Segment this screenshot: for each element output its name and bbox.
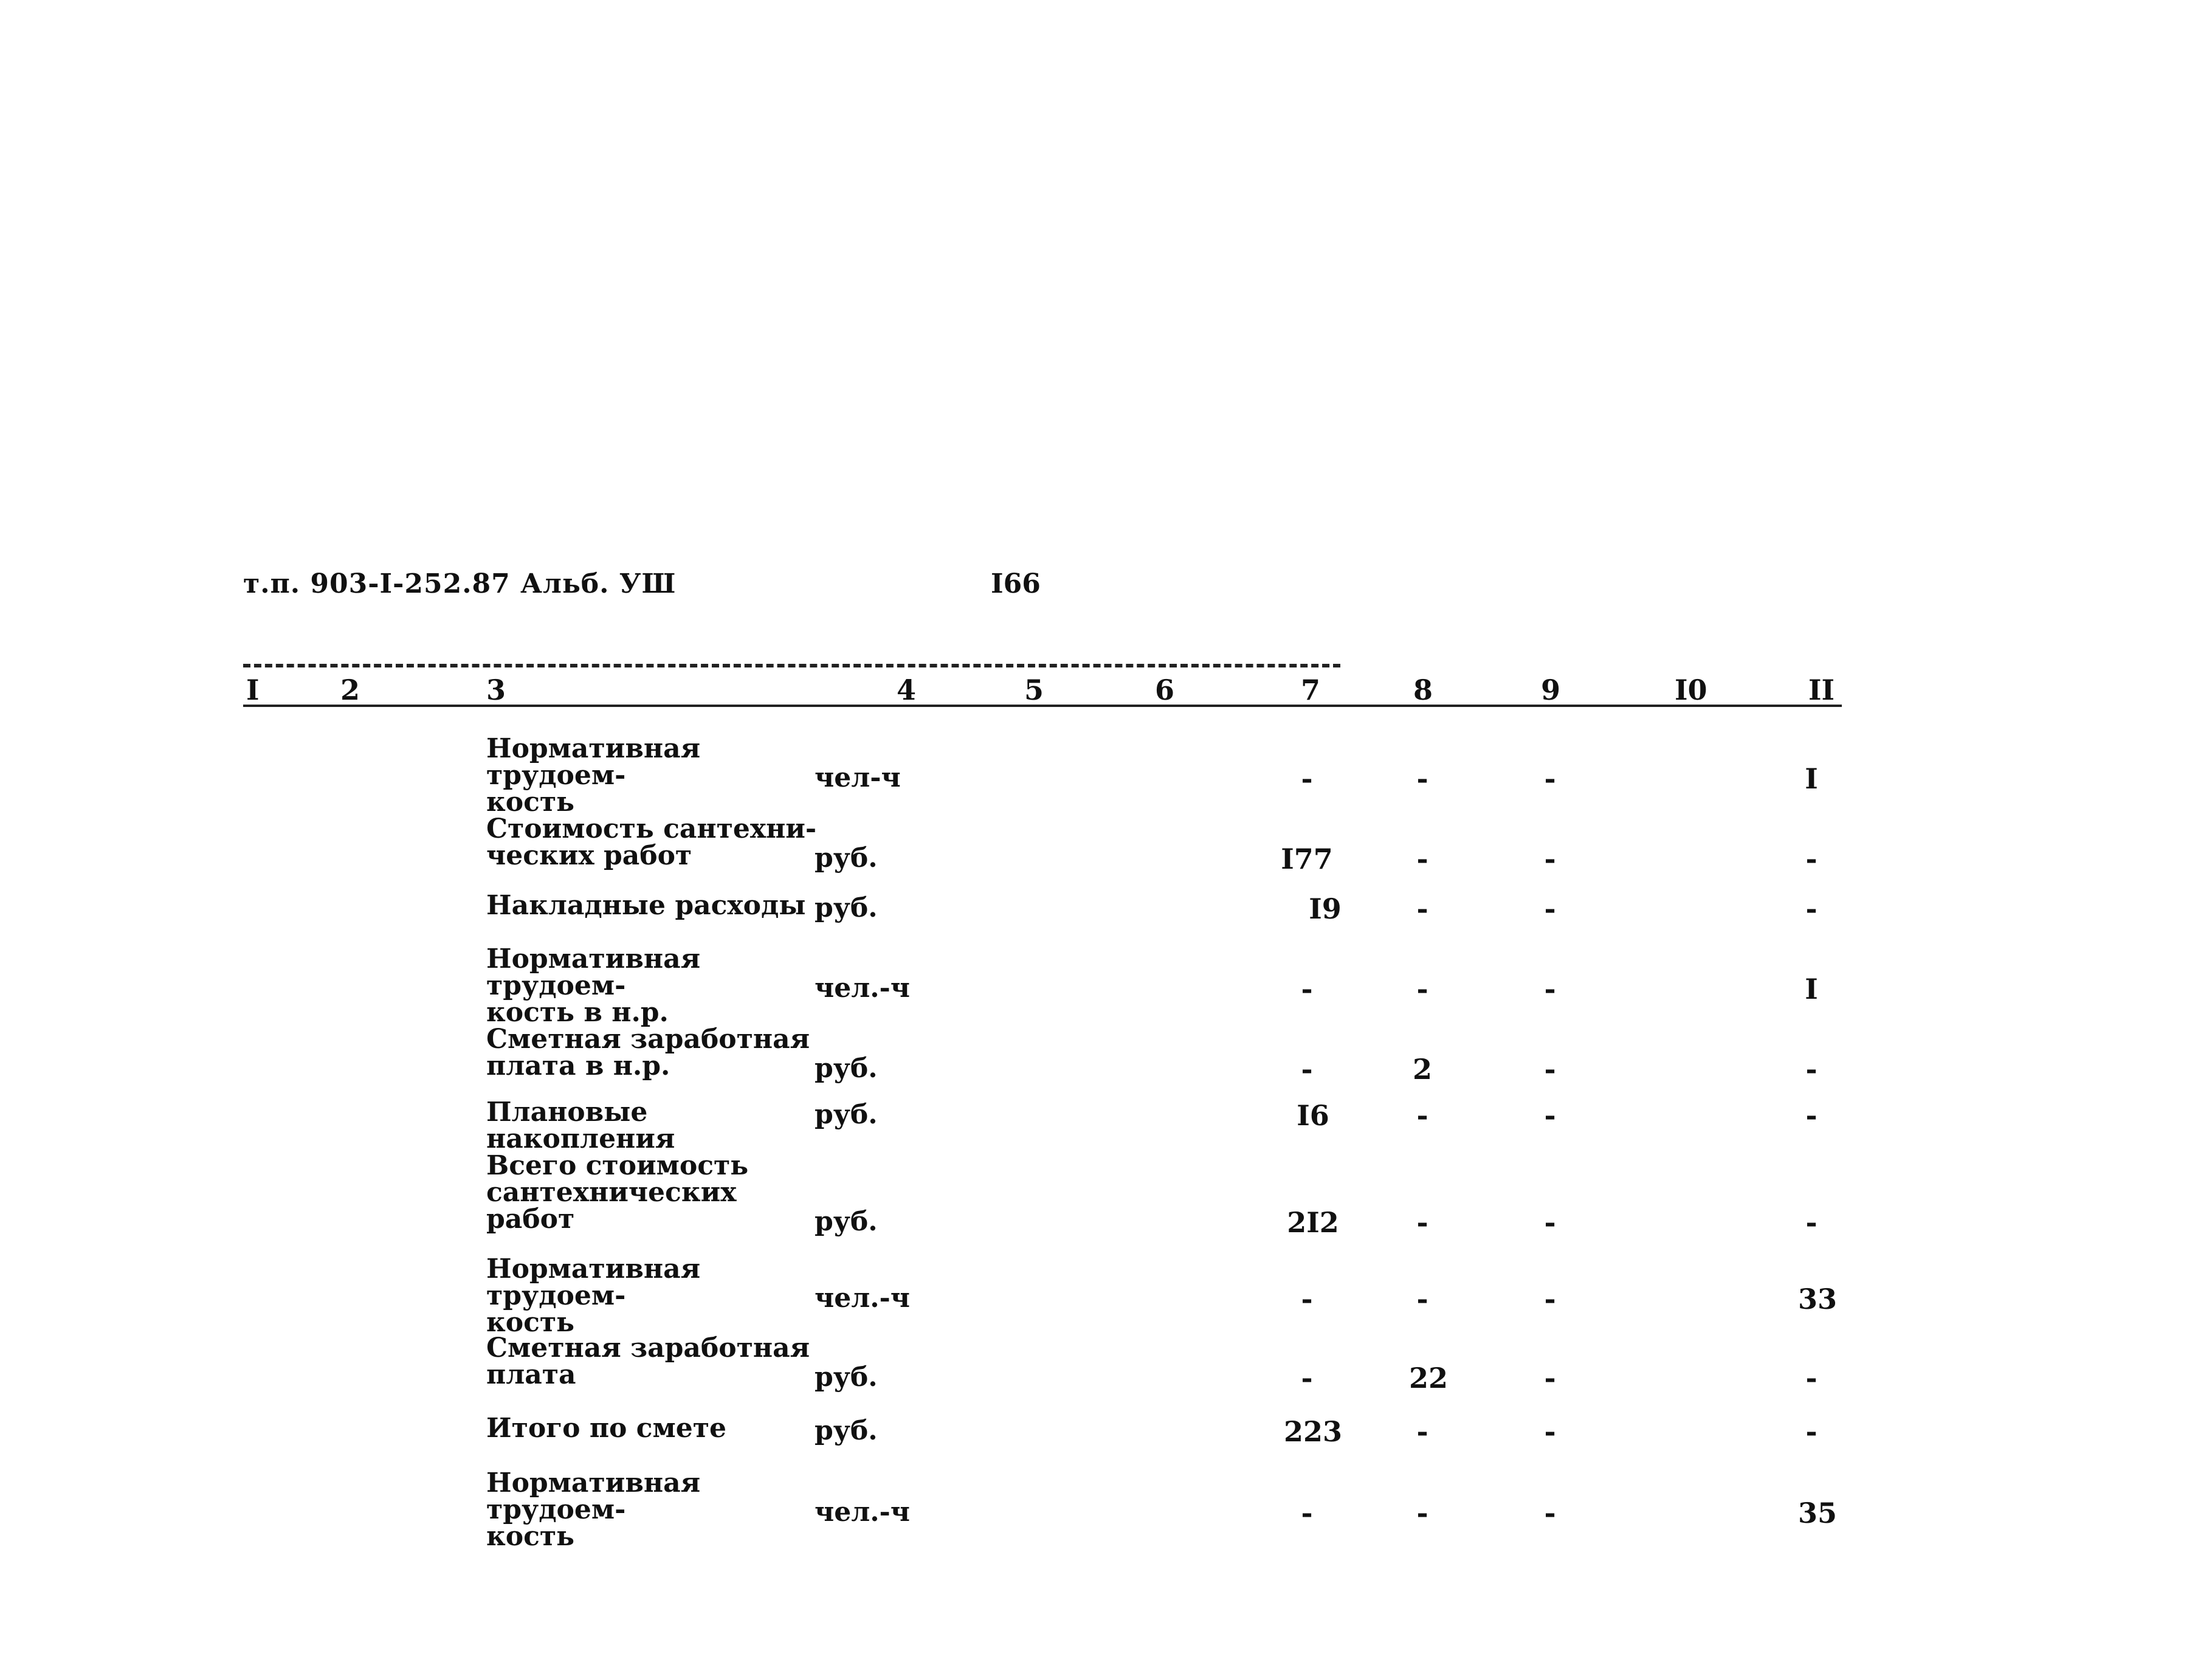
cell-col8: - bbox=[1416, 1283, 1428, 1315]
item-name: Сметная заработная плата bbox=[486, 1333, 810, 1390]
column-number: 3 bbox=[486, 674, 506, 706]
column-number: 5 bbox=[1024, 674, 1044, 706]
column-number: I0 bbox=[1675, 674, 1707, 706]
item-unit: чел.-ч bbox=[815, 1283, 911, 1314]
column-number: II bbox=[1808, 674, 1835, 706]
item-name: Итого по смете bbox=[486, 1413, 726, 1444]
item-unit: руб. bbox=[815, 1099, 878, 1130]
cell-col8: - bbox=[1416, 1099, 1428, 1132]
item-unit: чел.-ч bbox=[815, 973, 911, 1004]
cell-col9: - bbox=[1544, 1206, 1556, 1239]
item-name: Нормативная трудоем- кость bbox=[486, 733, 701, 818]
cell-col8: - bbox=[1416, 1497, 1428, 1529]
cell-col7: 2I2 bbox=[1287, 1206, 1339, 1239]
cell-col9: - bbox=[1544, 1099, 1556, 1132]
cell-col7: - bbox=[1301, 762, 1313, 795]
cell-col8: - bbox=[1416, 843, 1428, 875]
cell-col11: 33 bbox=[1797, 1283, 1837, 1315]
cell-col9: - bbox=[1544, 1053, 1556, 1086]
item-name: Всего стоимость сантехнических работ bbox=[486, 1150, 749, 1235]
column-number: 2 bbox=[340, 674, 360, 706]
cell-col7: - bbox=[1301, 973, 1313, 1005]
item-unit: руб. bbox=[815, 1053, 878, 1084]
column-number: 9 bbox=[1541, 674, 1561, 706]
item-unit: руб. bbox=[815, 1415, 878, 1446]
cell-col11: - bbox=[1805, 1053, 1817, 1086]
cell-col9: - bbox=[1544, 762, 1556, 795]
cell-col7: I9 bbox=[1309, 892, 1342, 925]
cell-col9: - bbox=[1544, 973, 1556, 1005]
cell-col8: 22 bbox=[1408, 1362, 1448, 1395]
cell-col11: - bbox=[1805, 843, 1817, 875]
cell-col9: - bbox=[1544, 1362, 1556, 1395]
column-number: 4 bbox=[897, 674, 917, 706]
cell-col11: I bbox=[1805, 973, 1818, 1005]
item-unit: чел-ч bbox=[815, 762, 901, 793]
cell-col7: - bbox=[1301, 1497, 1313, 1529]
item-unit: руб. bbox=[815, 1206, 878, 1237]
item-unit: руб. bbox=[815, 892, 878, 923]
cell-col11: I bbox=[1805, 762, 1818, 795]
item-name: Нормативная трудоем- кость bbox=[486, 1253, 701, 1338]
item-unit: руб. bbox=[815, 1362, 878, 1393]
item-unit: чел.-ч bbox=[815, 1497, 911, 1528]
cell-col8: 2 bbox=[1412, 1053, 1432, 1086]
cell-col8: - bbox=[1416, 1206, 1428, 1239]
document-reference: т.п. 903-I-252.87 Альб. УШ bbox=[243, 568, 677, 599]
item-name: Плановые накопления bbox=[486, 1097, 675, 1154]
cell-col11: - bbox=[1805, 892, 1817, 925]
column-number: 8 bbox=[1413, 674, 1433, 706]
cell-col9: - bbox=[1544, 1283, 1556, 1315]
cell-col8: - bbox=[1416, 973, 1428, 1005]
column-number: I bbox=[246, 674, 260, 706]
item-name: Сметная заработная плата в н.р. bbox=[486, 1024, 810, 1081]
cell-col8: - bbox=[1416, 892, 1428, 925]
item-name: Стоимость сантехни- ческих работ bbox=[486, 813, 817, 871]
page-number: I66 bbox=[991, 568, 1041, 599]
cell-col7: I77 bbox=[1281, 843, 1333, 875]
cell-col11: - bbox=[1805, 1362, 1817, 1395]
item-unit: руб. bbox=[815, 843, 878, 874]
cell-col11: - bbox=[1805, 1099, 1817, 1132]
cell-col9: - bbox=[1544, 1497, 1556, 1529]
cell-col7: - bbox=[1301, 1283, 1313, 1315]
item-name: Нормативная трудоем- кость bbox=[486, 1467, 701, 1552]
cell-col9: - bbox=[1544, 1415, 1556, 1448]
cell-col9: - bbox=[1544, 843, 1556, 875]
cell-col11: 35 bbox=[1797, 1497, 1837, 1529]
column-number: 7 bbox=[1301, 674, 1321, 706]
cell-col7: 223 bbox=[1283, 1415, 1343, 1448]
cell-col11: - bbox=[1805, 1206, 1817, 1239]
cell-col7: - bbox=[1301, 1053, 1313, 1086]
cell-col8: - bbox=[1416, 1415, 1428, 1448]
column-number: 6 bbox=[1155, 674, 1175, 706]
item-name: Накладные расходы bbox=[486, 890, 806, 921]
cell-col7: - bbox=[1301, 1362, 1313, 1395]
cell-col8: - bbox=[1416, 762, 1428, 795]
item-name: Нормативная трудоем- кость в н.р. bbox=[486, 943, 701, 1028]
cell-col11: - bbox=[1805, 1415, 1817, 1448]
dashed-divider bbox=[243, 664, 1340, 667]
cell-col7: I6 bbox=[1297, 1099, 1329, 1132]
cell-col9: - bbox=[1544, 892, 1556, 925]
